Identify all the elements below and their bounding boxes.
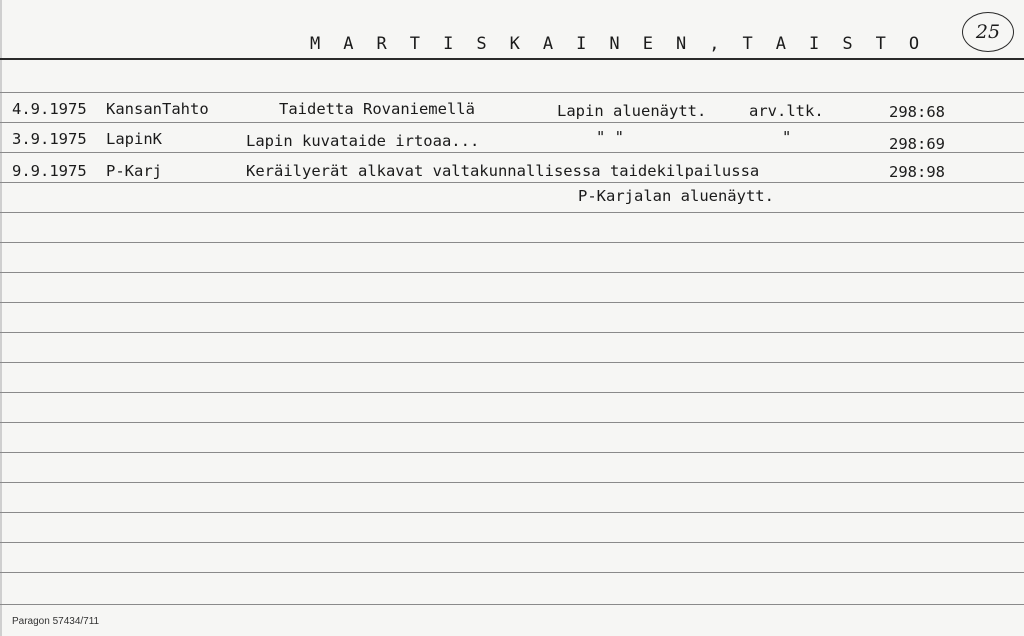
entry-note-secondary: arv.ltk.	[749, 102, 824, 120]
card-number: 25	[975, 21, 1001, 43]
ruled-line	[0, 212, 1024, 213]
entry-reference: 298:69	[889, 135, 945, 153]
card-footer-print: Paragon 57434/711	[12, 616, 100, 627]
ruled-line	[0, 152, 1024, 153]
entry-source: P-Karj	[106, 162, 162, 180]
ruled-line	[0, 482, 1024, 483]
entry-headline: Lapin kuvataide irtoaa...	[246, 132, 480, 150]
card-edge	[0, 0, 2, 636]
entry-date: 9.9.1975	[12, 162, 87, 180]
entry-headline: Keräilyerät alkavat valtakunnallisessa taidekilpailussa	[246, 162, 760, 180]
entry-date: 4.9.1975	[12, 100, 87, 118]
header-rule	[0, 58, 1024, 60]
ruled-line	[0, 392, 1024, 393]
entry-source: LapinK	[106, 130, 162, 148]
entry-note-secondary: "	[782, 128, 792, 146]
ruled-line	[0, 302, 1024, 303]
entry-date: 3.9.1975	[12, 130, 87, 148]
entry-reference: 298:68	[889, 103, 945, 121]
ruled-line	[0, 362, 1024, 363]
ruled-line	[0, 604, 1024, 605]
ruled-line	[0, 422, 1024, 423]
entry-note: Lapin aluenäytt.	[557, 102, 707, 120]
ruled-line	[0, 512, 1024, 513]
card-title: M A R T I S K A I N E N , T A I S T O	[310, 34, 926, 54]
entry-headline: Taidetta Rovaniemellä	[279, 100, 475, 118]
ruled-line	[0, 182, 1024, 183]
card-number-circle	[962, 12, 1014, 52]
ruled-line	[0, 452, 1024, 453]
ruled-line	[0, 242, 1024, 243]
ruled-line	[0, 92, 1024, 93]
ruled-line	[0, 542, 1024, 543]
ruled-line	[0, 122, 1024, 123]
entry-source: KansanTahto	[106, 100, 209, 118]
ruled-line	[0, 572, 1024, 573]
entry-note: " "	[596, 128, 624, 146]
entry-reference: 298:98	[889, 163, 945, 181]
ruled-line	[0, 332, 1024, 333]
entry-note: P-Karjalan aluenäytt.	[578, 187, 774, 205]
ruled-line	[0, 272, 1024, 273]
